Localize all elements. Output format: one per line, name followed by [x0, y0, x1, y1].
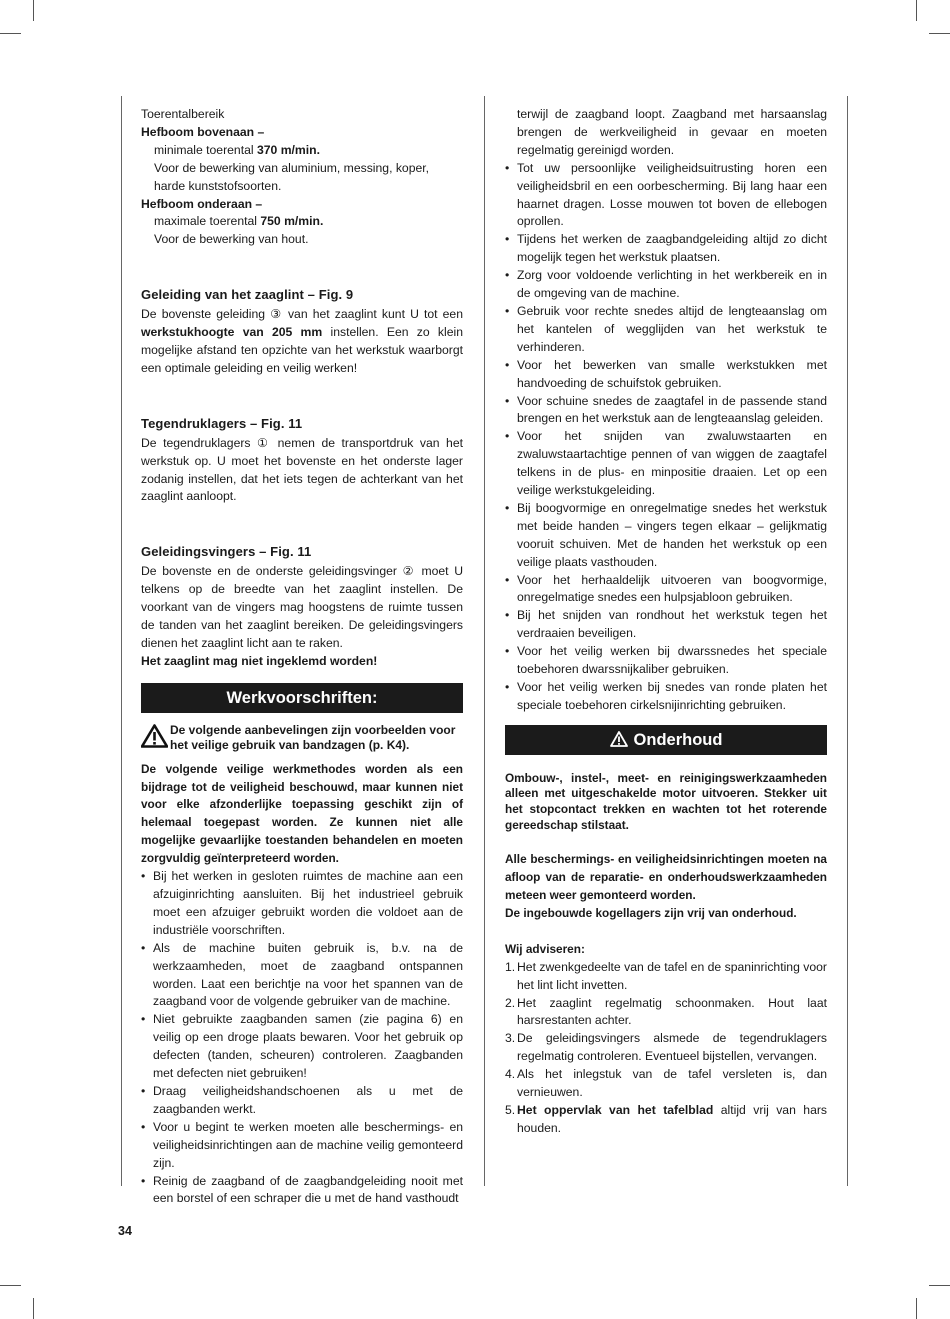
page-number: 34: [118, 1224, 132, 1238]
crop-mark: [33, 1298, 34, 1319]
list-item: • Bij het werken in gesloten ruimtes de machine aan een afzuiginrichting aansluiten. Bij het industrieel gebruik moet een afzuiger gebruikt worden die voldoet aan de industriële voorschriften.: [141, 868, 463, 940]
item-text: De geleidingsvingers alsmede de tegendruklagers regelmatig controleren. Eventueel bijstellen, vervangen.: [517, 1031, 827, 1064]
list-item: • Tot uw persoonlijke veiligheidsuitrusting horen een veiligheidsbril en een oorbescherming. Bij lang haar een haarnet dragen. Losse mouwen tot boven de ellebogen oprollen.: [505, 160, 827, 232]
safety-intro: De volgende veilige werkmethodes worden als een bijdrage tot de veiligheid beschouwd, maar kunnen niet voor elke afzonderlijke toepassing geschikt zijn of helemaal toegepast worden. Ze kunnen niet alle mogelijke gevaarlijke toestanden behandelen en moeten zorgvuldig geïnterpreteerd worden.: [141, 761, 463, 866]
advice-list: [505, 959, 827, 1138]
maintenance-p2: Alle beschermings- en veiligheidsinrichtingen moeten na afloop van de reparatie- en onderhoudswerkzaamheden meteen weer gemonteerd worden.: [505, 852, 827, 902]
item-number: 4.: [505, 1067, 516, 1082]
list-item: • Voor het snijden van zwaluwstaarten en zwaluwstaartachtige pennen of van wiggen de zaagtafel telkens in de plus- en minpositie draaien. Let op een veilige werkstukgeleiding.: [505, 428, 827, 500]
maintenance-p3: De ingebouwde kogellagers zijn vrij van onderhoud.: [505, 905, 797, 920]
list-item: • Voor schuine snedes de zaagtafel in de passende stand brengen en het werkstuk aan de lengteaanslag geleiden.: [505, 393, 827, 429]
upper-lever-desc: Voor de bewerking van aluminium, messing, koper, harde kunststofsoorten.: [154, 160, 430, 193]
list-item: [505, 1030, 827, 1066]
column-rule: [121, 96, 122, 1186]
maintenance-title: Onderhoud: [633, 730, 723, 749]
lower-lever-label: Hefboom onderaan –: [141, 196, 263, 211]
list-item: • Reinig de zaagband of de zaagbandgeleiding nooit met een borstel of een schraper die u met de hand vasthoudt: [141, 1173, 463, 1209]
crop-mark: [916, 1298, 917, 1319]
list-item: [505, 995, 827, 1031]
blade-guide-text-a: De bovenste geleiding ③ van het zaaglint kunt U tot een: [141, 307, 463, 322]
warning-triangle-icon: [141, 724, 168, 748]
lower-speed-value: 750 m/min.: [260, 214, 324, 229]
thrust-bearings-text: De tegendruklagers ① nemen de transportdruk van het werkstuk op. U moet het bovenste en het onderste lager zodanig instellen, dat het iets tegen de achterkant van het zaaglint aanloopt.: [141, 435, 463, 504]
warning-note: [141, 723, 463, 753]
upper-lever-label: Hefboom bovenaan –: [141, 124, 265, 139]
advice-heading: Wij adviseren:: [505, 941, 585, 956]
upper-speed-prefix: minimale toerental: [154, 142, 257, 157]
list-item: • Tijdens het werken de zaagbandgeleiding altijd zo dicht mogelijk tegen het werkstuk plaatsen.: [505, 231, 827, 267]
blade-guide-text: [141, 306, 463, 378]
list-item: • Gebruik voor rechte snedes altijd de lengteaanslag om het kantelen of wegglijden van het werkstuk te verhinderen.: [505, 303, 827, 357]
list-item: [505, 959, 827, 995]
item-text: altijd vrij van hars houden.: [517, 1102, 827, 1135]
lower-speed-prefix: maximale toerental: [154, 214, 261, 229]
list-item: • Bij boogvormige en onregelmatige snedes het werkstuk met beide handen – vingers tegen elkaar – gelijkmatig vooruit schuiven. Met de handen het werkstuk op een veilige plaats vasthouden.: [505, 500, 827, 572]
continuation-text: terwijl de zaagband loopt. Zaagband met harsaanslag brengen de werkveiligheid in gevaar en moeten regelmatig gereinigd worden.: [517, 107, 827, 157]
list-item: • Voor u begint te werken moeten alle beschermings- en veiligheidsinrichtingen aan de machine veilig gemonteerd zijn.: [141, 1119, 463, 1173]
item-number: 3.: [505, 1031, 516, 1046]
speed-range-section: [141, 106, 463, 249]
guide-fingers-warning: Het zaaglint mag niet ingeklemd worden!: [141, 653, 378, 668]
crop-mark: [0, 33, 21, 34]
guide-fingers-text: De bovenste en de onderste geleidingsvinger ② moet U telkens op de breedte van het zaaglint instellen. De voorkant van de vingers mag hoogstens de ruimte tussen de tanden van het zaaglint bereiken. De geleidingsvingers dienen het zaaglint licht aan te raken.: [141, 564, 463, 650]
blade-guide-heading: Geleiding van het zaaglint – Fig. 9: [141, 287, 354, 303]
maintenance-p1: Ombouw-, instel-, meet- en reinigingswerkzaamheden alleen met uitgeschakelde motor uitvoeren. Stekker uit het stopcontact trekken en wachten tot het roterende gereedschap stilstaat.: [505, 770, 827, 832]
blade-guide-text-b: instellen. Een zo klein mogelijke afstand ten opzichte van het werkstuk waarborgt een optimale geleiding en veilig werken!: [141, 325, 463, 375]
item-bold-text: Het oppervlak van het tafelblad: [517, 1102, 714, 1117]
list-item: [505, 1066, 827, 1102]
guide-fingers-heading: Geleidingsvingers – Fig. 11: [141, 544, 312, 560]
list-item: • Voor het veilig werken bij snedes van ronde platen het speciale toebehoren cirkelsnijinrichting gebruiken.: [505, 679, 827, 715]
item-number: 5.: [505, 1102, 516, 1117]
list-item: • Bij het snijden van rondhout het werkstuk tegen het verdraaien beveiligen.: [505, 607, 827, 643]
maintenance-bar: [505, 725, 827, 755]
upper-lever-speed: [141, 142, 463, 160]
crop-mark: [33, 0, 34, 21]
column-rule: [847, 96, 848, 1186]
crop-mark: [929, 33, 950, 34]
item-number: 1.: [505, 959, 516, 974]
item-text: Als het inlegstuk van de tafel versleten is, dan vernieuwen.: [517, 1067, 827, 1100]
item-number: 2.: [505, 995, 516, 1010]
list-item: • Voor het herhaaldelijk uitvoeren van boogvormige, onregelmatige snedes een hulpsjabloon gebruiken.: [505, 572, 827, 608]
thrust-bearings-heading: Tegendruklagers – Fig. 11: [141, 415, 303, 431]
lower-lever-speed: [141, 213, 463, 231]
item-text: Het zaaglint regelmatig schoonmaken. Hout laat harsrestanten achter.: [517, 995, 827, 1028]
warning-text: De volgende aanbevelingen zijn voorbeelden voor het veilige gebruik van bandzagen (p. K4).: [170, 722, 456, 752]
work-rules-bar: Werkvoorschriften:: [141, 683, 463, 713]
list-item: • Zorg voor voldoende verlichting in het werkbereik en in de omgeving van de machine.: [505, 267, 827, 303]
list-item: • Draag veiligheidshandschoenen als u met de zaagbanden werkt.: [141, 1083, 463, 1119]
lower-lever-desc: Voor de bewerking van hout.: [154, 232, 309, 247]
list-item: [505, 1102, 827, 1138]
left-column: [141, 106, 463, 1208]
list-item: • Niet gebruikte zaagbanden samen (zie pagina 6) en veilig op een droge plaats bewaren. Voor het gebruik op defecten (tanden, scheuren) controleren. Zaagbanden met defecten niet gebruiken!: [141, 1011, 463, 1083]
list-item: • Voor het veilig werken bij dwarssnedes het speciale toebehoren dwarssnijkaliber gebruiken.: [505, 643, 827, 679]
list-item: • Als de machine buiten gebruik is, b.v. na de werkzaamheden, moet de zaagband ontspannen worden. Laat een berichtje na voor het spannen van de zaagband voor de volgende gebruiker van de machine.: [141, 940, 463, 1012]
guide-fingers-section: [141, 543, 463, 670]
speed-range-title: Toerentalbereik: [141, 107, 225, 121]
safety-list-right: [505, 160, 827, 715]
right-column: [505, 106, 827, 1138]
blade-guide-section: [141, 286, 463, 378]
warning-triangle-icon: [610, 731, 628, 747]
crop-mark: [0, 1285, 21, 1286]
crop-mark: [929, 1285, 950, 1286]
blade-guide-text-bold: werkstukhoogte van 205 mm: [141, 325, 323, 340]
spacer: [505, 923, 827, 941]
column-rule: [484, 96, 485, 1186]
list-item: • Voor het bewerken van smalle werkstukken met handvoeding de schuifstok gebruiken.: [505, 357, 827, 393]
spacer: [505, 833, 827, 851]
safety-list-left: [141, 868, 463, 1208]
upper-speed-value: 370 m/min.: [256, 142, 320, 157]
item-text: Het zwenkgedeelte van de tafel en de spaninrichting voor het lint licht invetten.: [517, 959, 827, 992]
thrust-bearings-section: [141, 415, 463, 507]
crop-mark: [916, 0, 917, 21]
